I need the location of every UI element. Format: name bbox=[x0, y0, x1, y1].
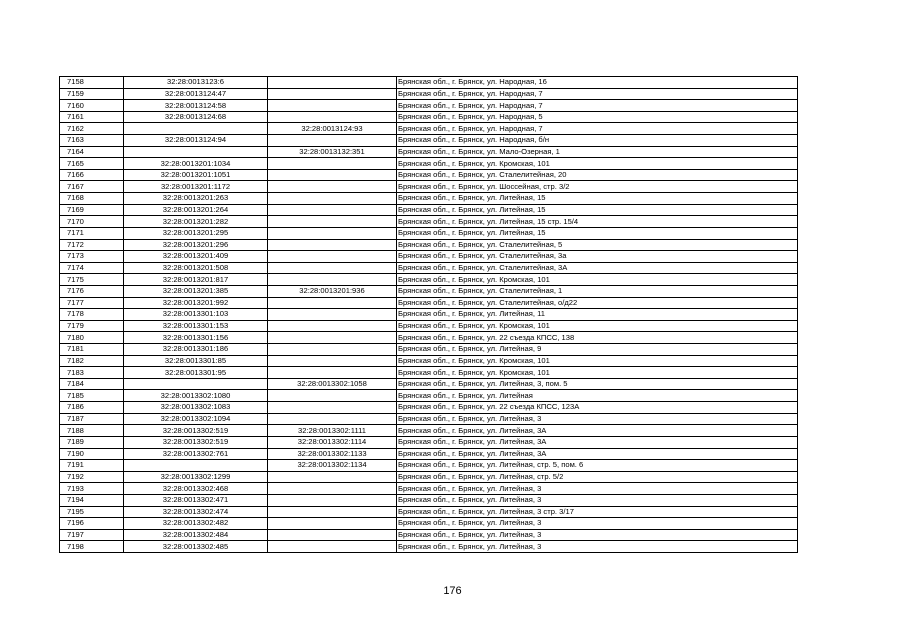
table-row bbox=[60, 518, 798, 530]
table-row bbox=[60, 506, 798, 518]
table-row bbox=[60, 494, 798, 506]
table-body bbox=[60, 77, 798, 553]
row-number-cell: 7188 bbox=[60, 425, 124, 437]
table-row bbox=[60, 390, 798, 402]
related-cadastral-number-cell bbox=[268, 309, 397, 321]
cadastral-number-cell: 32:28:0013201:409 bbox=[124, 251, 268, 263]
related-cadastral-number-cell: 32:28:0013302:1058 bbox=[268, 378, 397, 390]
cadastral-number-cell: 32:28:0013302:471 bbox=[124, 494, 268, 506]
row-number-cell: 7185 bbox=[60, 390, 124, 402]
address-cell: Брянская обл., г. Брянск, ул. Литейная, 3А bbox=[397, 425, 798, 437]
row-number-cell: 7172 bbox=[60, 239, 124, 251]
row-number-cell: 7180 bbox=[60, 332, 124, 344]
table-row bbox=[60, 227, 798, 239]
cadastral-number-cell bbox=[124, 378, 268, 390]
related-cadastral-number-cell: 32:28:0013124:93 bbox=[268, 123, 397, 135]
row-number-cell: 7165 bbox=[60, 158, 124, 170]
table-row bbox=[60, 216, 798, 228]
related-cadastral-number-cell: 32:28:0013132:351 bbox=[268, 146, 397, 158]
table-row bbox=[60, 123, 798, 135]
table-row bbox=[60, 367, 798, 379]
row-number-cell: 7171 bbox=[60, 227, 124, 239]
cadastral-number-cell: 32:28:0013124:68 bbox=[124, 111, 268, 123]
related-cadastral-number-cell bbox=[268, 135, 397, 147]
address-cell: Брянская обл., г. Брянск, ул. Народная, 7 bbox=[397, 123, 798, 135]
row-number-cell: 7176 bbox=[60, 285, 124, 297]
related-cadastral-number-cell bbox=[268, 506, 397, 518]
cadastral-number-cell: 32:28:0013201:296 bbox=[124, 239, 268, 251]
cadastral-number-cell: 32:28:0013124:47 bbox=[124, 88, 268, 100]
table-row bbox=[60, 193, 798, 205]
related-cadastral-number-cell bbox=[268, 169, 397, 181]
related-cadastral-number-cell bbox=[268, 297, 397, 309]
related-cadastral-number-cell: 32:28:0013302:1114 bbox=[268, 436, 397, 448]
cadastral-number-cell: 32:28:0013301:103 bbox=[124, 309, 268, 321]
cadastral-number-cell: 32:28:0013302:474 bbox=[124, 506, 268, 518]
table-row bbox=[60, 111, 798, 123]
cadastral-number-cell: 32:28:0013201:1172 bbox=[124, 181, 268, 193]
cadastral-number-cell: 32:28:0013123:6 bbox=[124, 77, 268, 89]
table-row bbox=[60, 378, 798, 390]
table-row bbox=[60, 460, 798, 472]
related-cadastral-number-cell bbox=[268, 227, 397, 239]
address-cell: Брянская обл., г. Брянск, ул. Литейная, 15 bbox=[397, 204, 798, 216]
table-row bbox=[60, 135, 798, 147]
cadastral-number-cell: 32:28:0013302:761 bbox=[124, 448, 268, 460]
cadastral-number-cell: 32:28:0013201:817 bbox=[124, 274, 268, 286]
cadastral-number-cell: 32:28:0013201:282 bbox=[124, 216, 268, 228]
table-row bbox=[60, 100, 798, 112]
table-row bbox=[60, 262, 798, 274]
row-number-cell: 7169 bbox=[60, 204, 124, 216]
row-number-cell: 7194 bbox=[60, 494, 124, 506]
cadastral-number-cell: 32:28:0013302:485 bbox=[124, 541, 268, 553]
table-row bbox=[60, 448, 798, 460]
cadastral-number-cell: 32:28:0013302:1299 bbox=[124, 471, 268, 483]
address-cell: Брянская обл., г. Брянск, ул. Кромская, 101 bbox=[397, 274, 798, 286]
table-row bbox=[60, 344, 798, 356]
address-cell: Брянская обл., г. Брянск, ул. Литейная, 3 bbox=[397, 413, 798, 425]
table-row bbox=[60, 332, 798, 344]
cadastral-number-cell: 32:28:0013302:482 bbox=[124, 518, 268, 530]
related-cadastral-number-cell bbox=[268, 529, 397, 541]
address-cell: Брянская обл., г. Брянск, ул. Народная, 7 bbox=[397, 100, 798, 112]
table-row bbox=[60, 88, 798, 100]
related-cadastral-number-cell bbox=[268, 88, 397, 100]
table-row bbox=[60, 77, 798, 89]
cadastral-number-cell bbox=[124, 146, 268, 158]
cadastral-number-cell: 32:28:0013201:385 bbox=[124, 285, 268, 297]
address-cell: Брянская обл., г. Брянск, ул. Литейная, 15 стр. 15/4 bbox=[397, 216, 798, 228]
related-cadastral-number-cell bbox=[268, 471, 397, 483]
cadastral-number-cell: 32:28:0013201:295 bbox=[124, 227, 268, 239]
row-number-cell: 7190 bbox=[60, 448, 124, 460]
table-row bbox=[60, 181, 798, 193]
address-cell: Брянская обл., г. Брянск, ул. Литейная, 3 стр. 3/17 bbox=[397, 506, 798, 518]
cadastral-number-cell bbox=[124, 123, 268, 135]
row-number-cell: 7198 bbox=[60, 541, 124, 553]
cadastral-number-cell: 32:28:0013301:153 bbox=[124, 320, 268, 332]
cadastral-number-cell: 32:28:0013201:992 bbox=[124, 297, 268, 309]
address-cell: Брянская обл., г. Брянск, ул. Шоссейная, стр. 3/2 bbox=[397, 181, 798, 193]
related-cadastral-number-cell bbox=[268, 320, 397, 332]
table-row bbox=[60, 320, 798, 332]
address-cell: Брянская обл., г. Брянск, ул. Литейная, стр. 5/2 bbox=[397, 471, 798, 483]
related-cadastral-number-cell bbox=[268, 518, 397, 530]
related-cadastral-number-cell bbox=[268, 355, 397, 367]
address-cell: Брянская обл., г. Брянск, ул. Литейная, 3, пом. 5 bbox=[397, 378, 798, 390]
row-number-cell: 7160 bbox=[60, 100, 124, 112]
row-number-cell: 7186 bbox=[60, 402, 124, 414]
page-number: 176 bbox=[443, 585, 462, 597]
table-row bbox=[60, 529, 798, 541]
row-number-cell: 7162 bbox=[60, 123, 124, 135]
related-cadastral-number-cell bbox=[268, 239, 397, 251]
related-cadastral-number-cell bbox=[268, 251, 397, 263]
row-number-cell: 7189 bbox=[60, 436, 124, 448]
cadastral-number-cell: 32:28:0013302:519 bbox=[124, 436, 268, 448]
cadastral-number-cell: 32:28:0013301:186 bbox=[124, 344, 268, 356]
address-cell: Брянская обл., г. Брянск, ул. Литейная, 3 bbox=[397, 494, 798, 506]
address-cell: Брянская обл., г. Брянск, ул. Сталелитейная, 3А bbox=[397, 262, 798, 274]
cadastral-number-cell: 32:28:0013302:1083 bbox=[124, 402, 268, 414]
table-row bbox=[60, 355, 798, 367]
row-number-cell: 7196 bbox=[60, 518, 124, 530]
address-cell: Брянская обл., г. Брянск, ул. Литейная, 15 bbox=[397, 227, 798, 239]
address-cell: Брянская обл., г. Брянск, ул. Литейная, 3 bbox=[397, 529, 798, 541]
cadastral-number-cell bbox=[124, 460, 268, 472]
data-table bbox=[59, 76, 798, 553]
row-number-cell: 7179 bbox=[60, 320, 124, 332]
address-cell: Брянская обл., г. Брянск, ул. Кромская, 101 bbox=[397, 158, 798, 170]
table-row bbox=[60, 239, 798, 251]
address-cell: Брянская обл., г. Брянск, ул. Литейная, 3 bbox=[397, 541, 798, 553]
row-number-cell: 7191 bbox=[60, 460, 124, 472]
table-row bbox=[60, 158, 798, 170]
address-cell: Брянская обл., г. Брянск, ул. Кромская, 101 bbox=[397, 320, 798, 332]
cadastral-number-cell: 32:28:0013124:94 bbox=[124, 135, 268, 147]
row-number-cell: 7195 bbox=[60, 506, 124, 518]
related-cadastral-number-cell bbox=[268, 181, 397, 193]
address-cell: Брянская обл., г. Брянск, ул. Народная, 5 bbox=[397, 111, 798, 123]
address-cell: Брянская обл., г. Брянск, ул. Литейная, 3 bbox=[397, 483, 798, 495]
address-cell: Брянская обл., г. Брянск, ул. Народная, 16 bbox=[397, 77, 798, 89]
address-cell: Брянская обл., г. Брянск, ул. Кромская, 101 bbox=[397, 367, 798, 379]
row-number-cell: 7187 bbox=[60, 413, 124, 425]
related-cadastral-number-cell bbox=[268, 77, 397, 89]
address-cell: Брянская обл., г. Брянск, ул. Сталелитейная, 20 bbox=[397, 169, 798, 181]
row-number-cell: 7168 bbox=[60, 193, 124, 205]
address-cell: Брянская обл., г. Брянск, ул. Литейная, 15 bbox=[397, 193, 798, 205]
cadastral-number-cell: 32:28:0013201:263 bbox=[124, 193, 268, 205]
row-number-cell: 7178 bbox=[60, 309, 124, 321]
related-cadastral-number-cell: 32:28:0013302:1133 bbox=[268, 448, 397, 460]
address-cell: Брянская обл., г. Брянск, ул. Литейная, стр. 5, пом. 6 bbox=[397, 460, 798, 472]
address-cell: Брянская обл., г. Брянск, ул. Кромская, 101 bbox=[397, 355, 798, 367]
table-row bbox=[60, 169, 798, 181]
table-row bbox=[60, 297, 798, 309]
address-cell: Брянская обл., г. Брянск, ул. Литейная bbox=[397, 390, 798, 402]
related-cadastral-number-cell bbox=[268, 390, 397, 402]
row-number-cell: 7163 bbox=[60, 135, 124, 147]
related-cadastral-number-cell bbox=[268, 274, 397, 286]
row-number-cell: 7164 bbox=[60, 146, 124, 158]
related-cadastral-number-cell bbox=[268, 216, 397, 228]
cadastral-number-cell: 32:28:0013201:264 bbox=[124, 204, 268, 216]
row-number-cell: 7159 bbox=[60, 88, 124, 100]
row-number-cell: 7173 bbox=[60, 251, 124, 263]
table-row bbox=[60, 425, 798, 437]
cadastral-number-cell: 32:28:0013302:484 bbox=[124, 529, 268, 541]
row-number-cell: 7158 bbox=[60, 77, 124, 89]
cadastral-number-cell: 32:28:0013302:468 bbox=[124, 483, 268, 495]
related-cadastral-number-cell bbox=[268, 158, 397, 170]
cadastral-number-cell: 32:28:0013124:58 bbox=[124, 100, 268, 112]
table-row bbox=[60, 204, 798, 216]
table-row bbox=[60, 251, 798, 263]
address-cell: Брянская обл., г. Брянск, ул. Литейная, 3А bbox=[397, 448, 798, 460]
cadastral-number-cell: 32:28:0013302:1094 bbox=[124, 413, 268, 425]
row-number-cell: 7181 bbox=[60, 344, 124, 356]
row-number-cell: 7193 bbox=[60, 483, 124, 495]
table-row bbox=[60, 483, 798, 495]
row-number-cell: 7170 bbox=[60, 216, 124, 228]
related-cadastral-number-cell bbox=[268, 402, 397, 414]
related-cadastral-number-cell: 32:28:0013201:936 bbox=[268, 285, 397, 297]
table-row bbox=[60, 471, 798, 483]
address-cell: Брянская обл., г. Брянск, ул. Народная, б/н bbox=[397, 135, 798, 147]
address-cell: Брянская обл., г. Брянск, ул. 22 съезда КПСС, 138 bbox=[397, 332, 798, 344]
related-cadastral-number-cell bbox=[268, 413, 397, 425]
row-number-cell: 7184 bbox=[60, 378, 124, 390]
related-cadastral-number-cell bbox=[268, 344, 397, 356]
related-cadastral-number-cell bbox=[268, 483, 397, 495]
related-cadastral-number-cell bbox=[268, 332, 397, 344]
cadastral-number-cell: 32:28:0013301:95 bbox=[124, 367, 268, 379]
address-cell: Брянская обл., г. Брянск, ул. 22 съезда КПСС, 123А bbox=[397, 402, 798, 414]
table-row bbox=[60, 541, 798, 553]
table-row bbox=[60, 402, 798, 414]
related-cadastral-number-cell bbox=[268, 541, 397, 553]
address-cell: Брянская обл., г. Брянск, ул. Литейная, 3А bbox=[397, 436, 798, 448]
cadastral-number-cell: 32:28:0013302:1080 bbox=[124, 390, 268, 402]
row-number-cell: 7177 bbox=[60, 297, 124, 309]
row-number-cell: 7183 bbox=[60, 367, 124, 379]
address-cell: Брянская обл., г. Брянск, ул. Литейная, 9 bbox=[397, 344, 798, 356]
address-cell: Брянская обл., г. Брянск, ул. Литейная, 11 bbox=[397, 309, 798, 321]
table-row bbox=[60, 285, 798, 297]
row-number-cell: 7197 bbox=[60, 529, 124, 541]
table-row bbox=[60, 413, 798, 425]
cadastral-number-cell: 32:28:0013302:519 bbox=[124, 425, 268, 437]
address-cell: Брянская обл., г. Брянск, ул. Народная, 7 bbox=[397, 88, 798, 100]
cadastral-number-cell: 32:28:0013201:1051 bbox=[124, 169, 268, 181]
table-row bbox=[60, 436, 798, 448]
address-cell: Брянская обл., г. Брянск, ул. Сталелитейная, 3а bbox=[397, 251, 798, 263]
related-cadastral-number-cell bbox=[268, 262, 397, 274]
address-cell: Брянская обл., г. Брянск, ул. Литейная, 3 bbox=[397, 518, 798, 530]
row-number-cell: 7192 bbox=[60, 471, 124, 483]
row-number-cell: 7174 bbox=[60, 262, 124, 274]
cadastral-number-cell: 32:28:0013301:156 bbox=[124, 332, 268, 344]
cadastral-number-cell: 32:28:0013301:85 bbox=[124, 355, 268, 367]
row-number-cell: 7175 bbox=[60, 274, 124, 286]
related-cadastral-number-cell bbox=[268, 367, 397, 379]
table-row bbox=[60, 309, 798, 321]
related-cadastral-number-cell: 32:28:0013302:1111 bbox=[268, 425, 397, 437]
address-cell: Брянская обл., г. Брянск, ул. Сталелитейная, 5 bbox=[397, 239, 798, 251]
related-cadastral-number-cell bbox=[268, 193, 397, 205]
related-cadastral-number-cell bbox=[268, 111, 397, 123]
table-row bbox=[60, 274, 798, 286]
address-cell: Брянская обл., г. Брянск, ул. Сталелитейная, 1 bbox=[397, 285, 798, 297]
address-cell: Брянская обл., г. Брянск, ул. Сталелитейная, о/д22 bbox=[397, 297, 798, 309]
row-number-cell: 7161 bbox=[60, 111, 124, 123]
row-number-cell: 7167 bbox=[60, 181, 124, 193]
related-cadastral-number-cell: 32:28:0013302:1134 bbox=[268, 460, 397, 472]
related-cadastral-number-cell bbox=[268, 204, 397, 216]
address-cell: Брянская обл., г. Брянск, ул. Мало-Озерная, 1 bbox=[397, 146, 798, 158]
cadastral-number-cell: 32:28:0013201:508 bbox=[124, 262, 268, 274]
table-row bbox=[60, 146, 798, 158]
row-number-cell: 7182 bbox=[60, 355, 124, 367]
row-number-cell: 7166 bbox=[60, 169, 124, 181]
cadastral-number-cell: 32:28:0013201:1034 bbox=[124, 158, 268, 170]
related-cadastral-number-cell bbox=[268, 494, 397, 506]
related-cadastral-number-cell bbox=[268, 100, 397, 112]
